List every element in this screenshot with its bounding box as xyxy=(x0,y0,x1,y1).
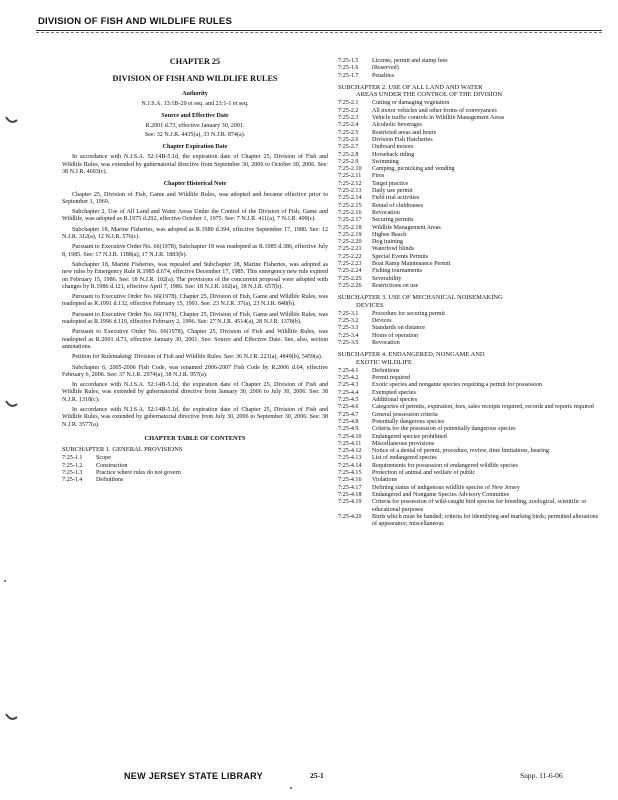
toc-item-number: 7:25-4.15 xyxy=(338,470,362,477)
historical-paragraph: Pursuant to Executive Order No. 66(1978), Chapter 25, Division of Fish, Game and Wildlife Rules, was readopted as R.1991 d.132, effective February 15, 1991. See: 23 N.J.R. 37(a), 23 N.J.R. 848(b). xyxy=(62,294,328,308)
historical-paragraph: Petition for Rulemaking: Division of Fish and Wildlife Rules. See: 36 N.J.R. 221(a), 4849(b), 5459(a). xyxy=(72,354,323,361)
subchapter-heading: SUBCHAPTER 1. GENERAL PROVISIONS xyxy=(62,446,183,454)
toc-item xyxy=(338,188,600,195)
toc-item-title: Protection of animal and welfare of public xyxy=(372,470,476,477)
toc-item-number: 7:25-4.16 xyxy=(338,477,362,484)
toc-item-title: Wildlife Management Areas xyxy=(372,224,441,231)
toc-item-number: 7:25-3.4 xyxy=(338,332,359,339)
scan-speck xyxy=(290,787,292,789)
toc-item-number: 7:25-4.14 xyxy=(338,462,362,469)
toc-item xyxy=(338,122,600,129)
toc-item-title: Daily use permit xyxy=(372,188,413,195)
toc-item-title: Waterfowl blinds xyxy=(372,246,414,253)
historical-paragraph: Subchapter 2, Use of All Land and Water Areas Under the Control of the Division of Fish, Game and Wildlife, was adopted as R.1975 d.292, effective October 1, 1975. See: 7 N.J.R. 411(a), 7 N.J.R. 499(c). xyxy=(62,209,328,223)
toc-item-title: Standards on distance xyxy=(372,325,426,332)
toc-item-title: Criteria for possession of wild-caught bird species for breeding, zoological, scientific or educational purposes xyxy=(372,499,587,513)
subchapter-heading: SUBCHAPTER 4. ENDANGERED, NONGAME AND EXOTIC WILDLIFE xyxy=(338,351,485,366)
toc-item-number: 7:25-2.24 xyxy=(338,268,362,275)
expiration-heading: Chapter Expiration Date xyxy=(162,144,228,151)
toc-item-number: 7:25-4.20 xyxy=(338,513,362,520)
toc-item-number: 7:25-4.9 xyxy=(338,426,359,433)
toc-item xyxy=(338,390,600,397)
toc-item xyxy=(338,455,600,462)
running-header: DIVISION OF FISH AND WILDLIFE RULES xyxy=(38,16,233,27)
toc-item-title: List of endangered species xyxy=(372,455,437,462)
expiration-text: In accordance with N.J.S.A. 52:14B-5.1d, the expiration date of Chapter 25, Division of Fish and Wildlife Rules, was extended by gubernatorial directive from September 30, 2006 to October 30, 2006. See: 38 N.J.R. 4693(c). xyxy=(62,154,328,175)
toc-item xyxy=(338,261,600,268)
toc-item-title: Alcoholic beverages xyxy=(372,122,422,129)
toc-item-title: Hours of operation xyxy=(372,332,419,339)
toc-item-number: 7:25-2.5 xyxy=(338,129,359,136)
toc-item-number: 7:25-2.8 xyxy=(338,151,359,158)
source-line: See: 32 N.J.R. 4435(a), 33 N.J.R. 874(a). xyxy=(144,131,246,138)
toc-item-title: Miscellaneous provisions xyxy=(372,440,435,447)
toc-item xyxy=(338,325,600,332)
toc-item xyxy=(338,181,600,188)
toc-item-title: Fires xyxy=(372,173,385,180)
toc-item-number: 7:25-4.12 xyxy=(338,448,362,455)
toc-item-title: Revocation xyxy=(372,209,400,216)
historical-paragraph: Subchapter 6, 2005-2006 Fish Code, was renamed 2006-2007 Fish Code by R.2006 d.64, effective February 6, 2006. See: 37 N.J.R. 2974(a), 38 N.J.R. 957(a). xyxy=(62,364,328,378)
toc-item xyxy=(338,203,600,210)
toc-item-number: 7:25-2.9 xyxy=(338,158,359,165)
toc-item-title: Camping, picnicking and vending xyxy=(372,166,455,173)
toc-item-title: Vehicle traffic controls in Wildlife Management Areas xyxy=(372,115,505,122)
toc-item-number: 7:25-2.15 xyxy=(338,202,362,209)
toc-item-number: 7:25-4.4 xyxy=(338,389,359,396)
toc-item-number: 7:25-2.3 xyxy=(338,115,359,122)
toc-item-title: Field trial activities xyxy=(372,195,420,202)
toc-item-title: Cutting or damaging vegetation xyxy=(372,100,450,107)
toc-item-title: Division Fish Hatcheries xyxy=(372,136,433,143)
toc-item-title: Horseback riding xyxy=(372,151,415,158)
toc-item-number: 7:25-4.17 xyxy=(338,484,362,491)
toc-item-number: 7:25-4.10 xyxy=(338,433,362,440)
toc-item-title: Procedure for securing permit xyxy=(372,310,445,317)
toc-item-title: Rental of clubhouses xyxy=(372,202,424,209)
toc-item-number: 7:25-4.18 xyxy=(338,491,362,498)
toc-item: 7:25-1.2 Construction xyxy=(62,462,128,469)
toc-item: 7:25-1.6 (Reserved) xyxy=(338,65,399,72)
toc-item-title: Definitions xyxy=(372,367,400,374)
toc-item-number: 7:25-2.11 xyxy=(338,173,362,180)
toc-item-title: All motor vehicles and other forms of conveyances xyxy=(372,107,497,114)
page-number: 25-1 xyxy=(310,771,324,780)
toc-item-number: 7:25-2.20 xyxy=(338,239,362,246)
toc-item-number: 7:25-4.11 xyxy=(338,440,362,447)
historical-paragraph: Pursuant to Executive Order No. 66(1978), Chapter 25, Division of Fish, Game and Wildlife Rules, was readopted as R.1996 d.119, effective February 2, 1996. See: 27 N.J.R. 4514(a), 28 N.J.R. 1378(b). xyxy=(62,311,328,326)
toc-item-number: 7:25-2.23 xyxy=(338,261,362,268)
toc-item-number: 7:25-2.7 xyxy=(338,144,359,151)
toc-item-number: 7:25-3.5 xyxy=(338,339,359,346)
toc-item xyxy=(338,210,600,217)
toc-item-title: Swimming xyxy=(372,158,399,165)
right-column xyxy=(338,58,600,528)
toc-item-title: Violations xyxy=(372,477,398,484)
toc-item-title: Special Events Permits xyxy=(372,253,429,260)
toc-item xyxy=(338,254,600,261)
toc-item-number: 7:25-2.25 xyxy=(338,275,362,282)
toc-item-title: Notice of a denial of permit, procedure, review, time limitations, hearing xyxy=(372,448,549,455)
subchapter-heading: SUBCHAPTER 2. USE OF ALL LAND AND WATER AREAS UNDER THE CONTROL OF THE DIVISION xyxy=(338,83,503,99)
toc-item-number: 7:25-4.5 xyxy=(338,397,359,404)
toc-item-number: 7:25-2.14 xyxy=(338,195,362,202)
toc-item xyxy=(338,318,600,325)
toc-item xyxy=(338,225,600,232)
toc-item-number: 7:25-2.22 xyxy=(338,253,362,260)
toc-item xyxy=(338,195,600,202)
toc-item xyxy=(338,412,600,419)
toc-item xyxy=(338,276,600,283)
toc-item-number: 7:25-2.21 xyxy=(338,246,362,253)
toc-item-number: 7:25-2.12 xyxy=(338,180,362,187)
toc-item xyxy=(338,152,600,159)
toc-item-number: 7:25-4.1 xyxy=(338,367,359,374)
toc-item xyxy=(338,311,600,318)
source-heading: Source and Effective Date xyxy=(161,113,229,120)
source-line: R.2001 d.73, effective January 30, 2001. xyxy=(145,123,245,130)
toc-item-title: Outboard motors xyxy=(372,144,414,151)
toc-item-number: 7:25-2.13 xyxy=(338,188,362,195)
toc-item: 7:25-1.5 License, permit and stamp fees xyxy=(338,58,448,64)
toc-item xyxy=(338,166,600,173)
toc-item xyxy=(338,499,600,514)
toc-item-title: Endangered and Nongame Species Advisory Committee xyxy=(372,491,510,498)
toc-list xyxy=(338,100,600,290)
toc-item-title: Exotic species and nongame species requiring a permit for possession xyxy=(372,382,543,389)
toc-item-number: 7:25-2.18 xyxy=(338,224,362,231)
toc-item xyxy=(338,382,600,389)
toc-item-title: Devices xyxy=(372,318,392,325)
toc-item-number: 7:25-3.3 xyxy=(338,325,359,332)
toc-item xyxy=(338,477,600,484)
toc-item-number: 7:25-2.16 xyxy=(338,209,362,216)
toc-item xyxy=(338,470,600,477)
toc-item-number: 7:25-2.17 xyxy=(338,217,362,224)
toc-item-title: Defining status of indigenous wildlife species of New Jersey xyxy=(372,484,520,491)
toc-item xyxy=(338,333,600,340)
toc-item xyxy=(338,173,600,180)
toc-item-title: Restrictions on use xyxy=(372,282,419,289)
toc-item-number: 7:25-2.19 xyxy=(338,231,362,238)
toc-item xyxy=(338,463,600,470)
historical-paragraph: In accordance with N.J.S.A. 52:14B-5.1d, the expiration date of Chapter 25, Division of Fish and Wildlife Rules, was extended by gubernatorial directive from January 30, 2006 to July 30, 2006. See: 38 N.J.R. 1318(c). xyxy=(62,382,328,403)
supplement-date: Supp. 11-6-06 xyxy=(520,771,563,780)
toc-item: 7:25-1.3 Practice where rules do not govern xyxy=(62,470,181,477)
historical-paragraph: Pursuant to Executive Order No. 66(1978), Subchapter 18 was readopted as R.1985 d.386, effective July 8, 1985. See: 17 N.J.R. 1188(a), 17 N.J.R. 1883(b). xyxy=(62,244,328,258)
toc-item-title: Additional species xyxy=(372,397,418,404)
toc-item-title: Exempted species xyxy=(372,389,416,396)
toc-item-title: Restricted areas and hours xyxy=(372,129,437,136)
toc-item-title: Birds which must be banded; criteria for identifying and marking birds; permitted alterations of appearance; miscellaneous xyxy=(372,513,599,528)
toc-item-number: 7:25-3.2 xyxy=(338,318,359,325)
toc-item xyxy=(338,130,600,137)
toc-item xyxy=(338,115,600,122)
toc-item-title: Categories of permits, expiration, fees, sales receipts required, records and reports required xyxy=(372,404,594,411)
toc-item xyxy=(338,404,600,411)
toc-item xyxy=(338,108,600,115)
toc-item-number: 7:25-4.7 xyxy=(338,411,359,418)
toc-item xyxy=(338,434,600,441)
toc-item-number: 7:25-4.2 xyxy=(338,375,359,382)
historical-paragraph: Subchapter 18, Marine Fisheries, was adopted as R.1980 d.394, effective September 17, 1980. See: 12 N.J.R. 312(a), 12 N.J.R. 576(c). xyxy=(62,226,328,241)
toc-item xyxy=(338,368,600,375)
toc-list xyxy=(338,368,600,529)
toc-list xyxy=(338,58,600,80)
toc-item-number: 7:25-2.1 xyxy=(338,100,359,107)
left-column xyxy=(62,58,328,485)
toc-item-title: Target practice xyxy=(372,180,409,187)
authority-text: N.J.S.A. 13:1B-29 et seq. and 23:1-1 et seq. xyxy=(141,100,249,107)
toc-list xyxy=(338,311,600,347)
toc-item-title: Boat Ramp Maintenance Permit xyxy=(372,261,451,268)
toc-item xyxy=(338,340,600,347)
toc-item xyxy=(338,283,600,290)
scan-speck xyxy=(4,580,6,582)
toc-item xyxy=(338,232,600,239)
chapter-number: CHAPTER 25 xyxy=(169,57,221,66)
subchapter-heading: SUBCHAPTER 3. USE OF MECHANICAL NOISEMAKING DEVICES xyxy=(338,294,503,309)
chapter-title: DIVISION OF FISH AND WILDLIFE RULES xyxy=(112,74,278,84)
toc-item-title: Revocation xyxy=(372,339,400,346)
toc-item xyxy=(338,217,600,224)
toc-item-number: 7:25-4.6 xyxy=(338,404,359,411)
toc-item xyxy=(338,485,600,492)
toc-item-number: 7:25-2.6 xyxy=(338,136,359,143)
toc-list xyxy=(62,455,328,484)
toc-item: 7:25-1.4 Definitions xyxy=(62,477,124,484)
toc-item-title: Requirements for possession of endangered wildlife species xyxy=(372,462,518,469)
toc-item-number: 7:25-4.13 xyxy=(338,455,362,462)
toc-item xyxy=(338,100,600,107)
toc-item-title: Potentially dangerous species xyxy=(372,418,445,425)
toc-item xyxy=(338,137,600,144)
toc-item-title: General possession criteria xyxy=(372,411,438,418)
historical-paragraph: Pursuant to Executive Order No. 66(1978), Chapter 25, Division of Fish and Wildlife Rules, was readopted as R.2001 d.73, effective January 30, 2001. See: Source and Effective Date. See, also, section annotations. xyxy=(62,329,328,350)
toc-item xyxy=(338,246,600,253)
toc-item-title: Permit required xyxy=(372,375,411,382)
toc-item: 7:25-1.7 Penalties xyxy=(338,72,395,79)
toc-item-number: 7:25-2.4 xyxy=(338,122,359,129)
toc-item-title: Severability xyxy=(372,275,402,282)
toc-item xyxy=(338,159,600,166)
toc-item xyxy=(338,268,600,275)
toc-item xyxy=(338,514,600,529)
toc-item-number: 7:25-4.19 xyxy=(338,499,362,506)
header-rule xyxy=(36,30,602,31)
toc-item-number: 7:25-2.10 xyxy=(338,166,362,173)
historical-paragraph: Subchapter 18, Marine Fisheries, was repealed and Subchapter 18, Marine Fisheries, was adopted as new rules by Emergency Rule R.1985 d.674, effective December 17, 1985. This emergency new rule expired on February 15, 1986. See: 18 N.J.R. 102(a). The provisions of the concurrent proposal were adopted with changes by R.1986 d.121, effective April 7, 1986. See: 18 N.J.R. 102(a), 18 N.J.R. 657(b). xyxy=(62,261,328,290)
toc-item xyxy=(338,426,600,433)
historical-paragraph: Chapter 25, Division of Fish, Game and Wildlife Rules, was adopted and became effective prior to September 1, 1969. xyxy=(62,191,328,205)
punch-hole-icon xyxy=(3,392,19,410)
punch-hole-icon xyxy=(3,108,19,126)
toc-item-number: 7:25-4.8 xyxy=(338,418,359,425)
toc-item-title: Higbee Beach xyxy=(372,231,407,238)
toc-item-number: 7:25-3.1 xyxy=(338,310,359,317)
authority-heading: Authority xyxy=(182,90,208,97)
historical-heading: Chapter Historical Note xyxy=(163,181,227,188)
toc-item-title: Securing permits xyxy=(372,217,414,224)
toc-item xyxy=(338,144,600,151)
toc-item-title: Endangered species prohibited xyxy=(372,433,447,440)
toc-heading: CHAPTER TABLE OF CONTENTS xyxy=(144,434,246,442)
toc-item: 7:25-1.1 Scope xyxy=(62,455,111,462)
historical-paragraph: In accordance with N.J.S.A. 52:14B-5.1d, the expiration date of Chapter 25, Division of Fish and Wildlife Rules, was extended by gubernatorial directive from July 30, 2006 to September 30, 2006. See: 38 N.J.R. 3577(a). xyxy=(62,406,328,428)
toc-item-title: Dog training xyxy=(372,239,403,246)
header-rule-dashed xyxy=(36,32,602,33)
toc-item-number: 7:25-4.3 xyxy=(338,382,359,389)
punch-hole-icon xyxy=(3,705,19,723)
toc-item-number: 7:25-2.26 xyxy=(338,282,362,289)
toc-item-title: Fishing tournaments xyxy=(372,268,422,275)
toc-item-title: Criteria for the possession of potentially dangerous species xyxy=(372,426,516,433)
library-stamp: NEW JERSEY STATE LIBRARY xyxy=(124,771,263,781)
toc-item-number: 7:25-2.2 xyxy=(338,107,359,114)
